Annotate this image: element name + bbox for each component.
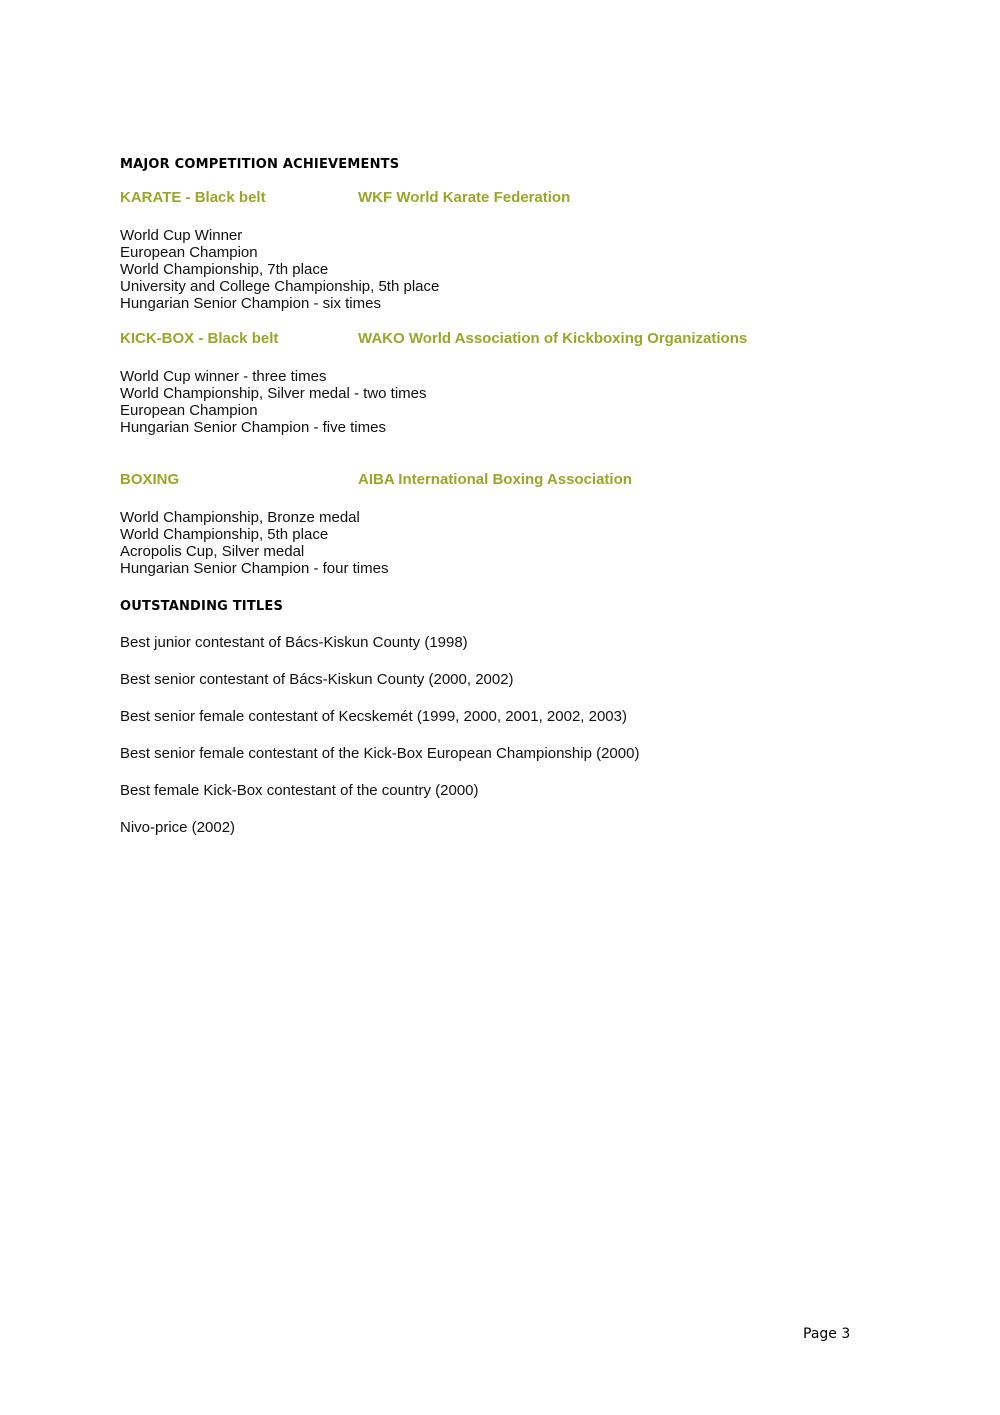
list-item: Acropolis Cup, Silver medal — [120, 543, 305, 560]
list-item: Best senior female contestant of the Kick-Box European Championship (2000) — [120, 745, 640, 762]
list-item: European Champion — [120, 402, 258, 419]
list-item: Best senior contestant of Bács-Kiskun County (2000, 2002) — [120, 671, 514, 688]
list-item: Best junior contestant of Bács-Kiskun County (1998) — [120, 634, 468, 651]
list-item: University and College Championship, 5th place — [120, 278, 440, 295]
outstanding-titles-list — [120, 634, 639, 856]
list-item: Nivo-price (2002) — [120, 819, 236, 836]
sport-header-boxing — [120, 471, 820, 491]
list-item: World Championship, 7th place — [120, 261, 329, 278]
sport-organization: WKF World Karate Federation — [358, 189, 571, 206]
sport-name: BOXING — [120, 471, 180, 488]
page-number: Page 3 — [803, 1326, 851, 1342]
sport-organization: AIBA International Boxing Association — [358, 471, 632, 488]
sport-organization: WAKO World Association of Kickboxing Organizations — [358, 330, 748, 347]
list-item: World Championship, Silver medal - two times — [120, 385, 427, 402]
list-item: World Cup winner - three times — [120, 368, 327, 385]
list-item: Hungarian Senior Champion - five times — [120, 419, 386, 436]
achievement-list-boxing — [120, 509, 388, 577]
outstanding-titles-heading: OUTSTANDING TITLES — [120, 599, 284, 614]
sport-name: KARATE - Black belt — [120, 189, 266, 206]
list-item: Hungarian Senior Champion - six times — [120, 295, 381, 312]
achievement-list-kickbox — [120, 368, 427, 436]
sport-name: KICK-BOX - Black belt — [120, 330, 279, 347]
list-item: Hungarian Senior Champion - four times — [120, 560, 389, 577]
achievement-list-karate — [120, 227, 439, 312]
list-item: World Cup Winner — [120, 227, 243, 244]
list-item: World Championship, 5th place — [120, 526, 329, 543]
competition-achievements-heading: MAJOR COMPETITION ACHIEVEMENTS — [120, 157, 400, 172]
sport-header-kickbox — [120, 330, 820, 350]
list-item: World Championship, Bronze medal — [120, 509, 360, 526]
list-item: European Champion — [120, 244, 258, 261]
list-item: Best female Kick-Box contestant of the country (2000) — [120, 782, 479, 799]
sport-header-karate — [120, 189, 820, 209]
list-item: Best senior female contestant of Kecskemét (1999, 2000, 2001, 2002, 2003) — [120, 708, 627, 725]
